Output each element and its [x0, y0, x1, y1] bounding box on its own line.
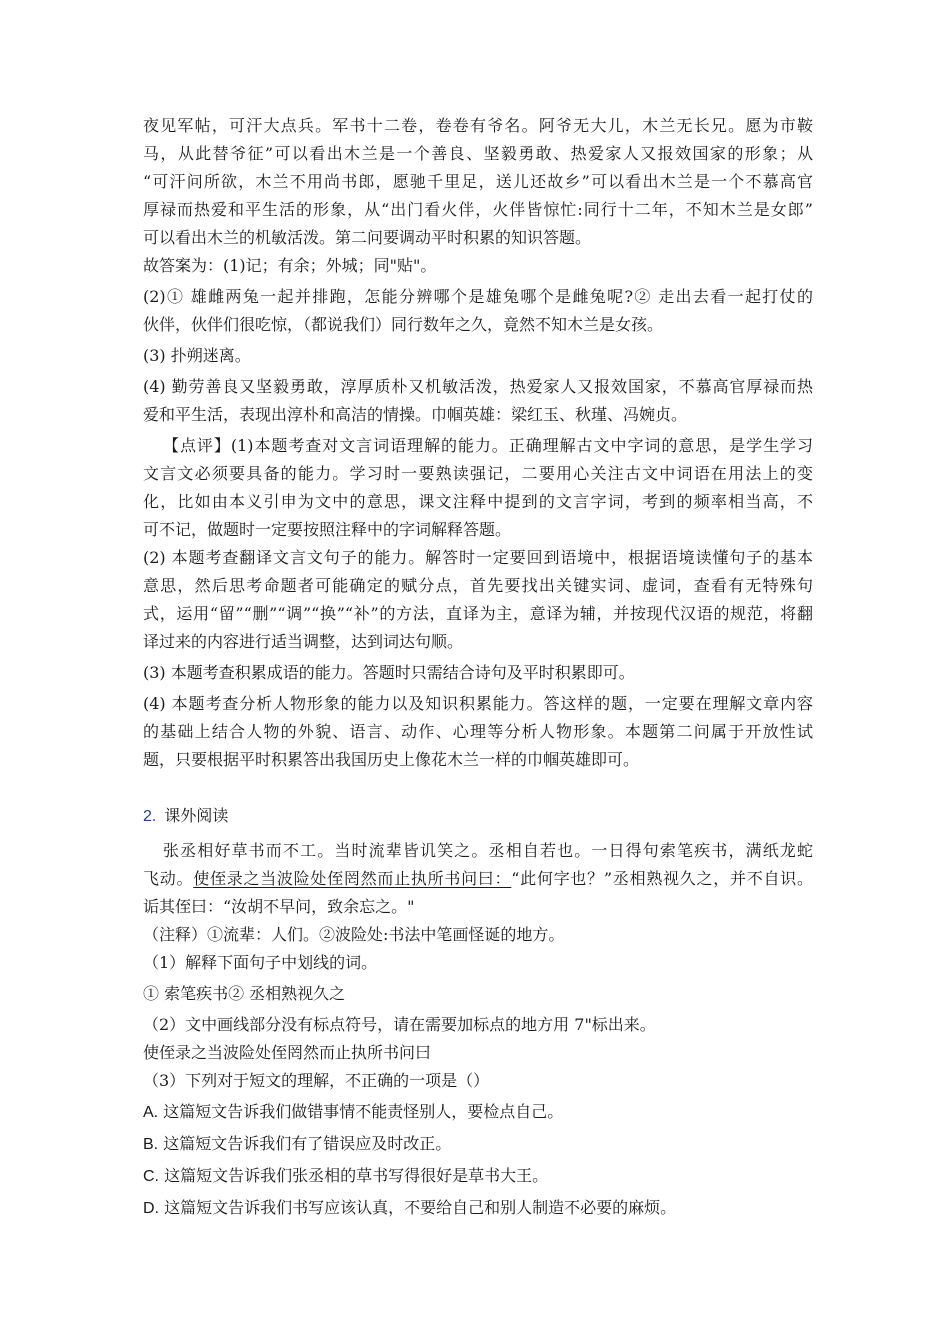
comment-p3: (3) 本题考查积累成语的能力。答题时只需结合诗句及平时积累即可。	[143, 663, 635, 682]
answer-line: 夜见军帖，可汗大点兵。军书十二卷，卷卷有爷名。阿爷无大儿，木兰无长兄。愿为市鞍	[143, 116, 813, 135]
passage-line: 诟其侄曰：“汝胡不早问，致余忘之。"	[143, 897, 415, 916]
sub-question-1-items: ① 索笔疾书② 丞相熟视久之	[143, 984, 346, 1003]
answer-item-2-line: 伙伴，伙伴们很吃惊，（都说我们）同行数年之久，竟然不知木兰是女孩。	[143, 315, 664, 334]
option-letter: A.	[143, 1104, 159, 1121]
question-title: 课外阅读	[164, 806, 229, 825]
comment-p1-line: 文言文必须要具备的能力。学习时一要熟读强记，二要用心关注古文中词语在用法上的变	[143, 464, 813, 483]
answer-item-4-line: 爱和平生活，表现出淳朴和高洁的情操。巾帼英雄：梁红玉、秋瑾、冯婉贞。	[143, 405, 688, 424]
sub-question-1: （1）解释下面句子中划线的词。	[143, 953, 378, 972]
option-text: 这篇短文告诉我们有了错误应及时改正。	[163, 1134, 452, 1153]
passage-line	[143, 865, 813, 893]
answer-item-4-line: (4) 勤劳善良又坚毅勇敢，淳厚质朴又机敏活泼，热爱家人又报效国家，不慕高官厚禄而热	[143, 377, 813, 396]
answer-line: 马，从此替爷征”可以看出木兰是一个善良、坚毅勇敢、热爱家人又报效国家的形象；从	[143, 144, 813, 163]
sub-question-2: （2）文中画线部分没有标点符号，请在需要加标点的地方用 7"标出来。	[143, 1015, 656, 1034]
comment-p2-line: 式，运用“留”“删”“调”“换”“补”的方法，直译为主，意译为辅，并按现代汉语的规范，将翻	[143, 604, 813, 623]
answer-line-final: 故答案为：(1)记；有余；外城；同"贴"。	[143, 256, 437, 275]
answer-section	[143, 112, 813, 429]
sub-question-3: （3）下列对于短文的理解，不正确的一项是（）	[143, 1071, 490, 1090]
option-letter: B.	[143, 1136, 159, 1153]
passage-text: 飞动。	[143, 869, 194, 888]
passage-line: 张丞相好草书而不工。当时流辈皆讥笑之。丞相自若也。一日得句索笔疾书，满纸龙蛇	[163, 841, 813, 860]
annotation-note: （注释）①流辈：人们。②波险处:书法中笔画怪诞的地方。	[143, 925, 565, 944]
answer-item-3: (3) 扑朔迷离。	[143, 346, 251, 365]
comment-p2-line: 译过来的内容进行适当调整，达到词达句顺。	[143, 632, 464, 651]
question-heading	[143, 802, 813, 831]
answer-line: 可以看出木兰的机敏活泼。第二问要调动平时积累的知识答题。	[143, 228, 592, 247]
comment-p1-line: 化，比如由本义引申为文中的意思，课文注释中提到的文言字词，考到的频率相当高，不	[143, 492, 813, 511]
comment-p4-line: (4) 本题考查分析人物形象的能力以及知识积累能力。答这样的题，一定要在理解文章内容	[143, 694, 813, 713]
option-text: 这篇短文告诉我们做错事情不能责怪别人，要检点自己。	[163, 1102, 564, 1121]
answer-item-2-line: (2)① 雄雌两兔一起并排跑，怎能分辨哪个是雄兔哪个是雌兔呢?② 走出去看一起打仗的	[143, 287, 813, 306]
question-number-suffix: .	[151, 808, 157, 825]
comment-p1-line: 可不记，做题时一定要按照注释中的字词解释答题。	[143, 520, 512, 539]
comment-p2-line: 意思，然后思考命题者可能确定的赋分点，首先要找出关键实词、虚词，查看有无特殊句	[143, 576, 813, 595]
option-letter: D.	[143, 1200, 159, 1217]
option-b[interactable]	[143, 1130, 813, 1159]
question-number: 2	[143, 808, 152, 825]
question-2	[143, 802, 813, 1223]
underlined-sentence: 使侄录之当波险处侄罔然而止执所书问曰：	[193, 869, 512, 888]
comment-p1-line: 【点评】(1)本题考查对文言词语理解的能力。正确理解古文中字词的意思，是学生学习	[163, 436, 813, 455]
option-text: 这篇短文告诉我们张丞相的草书写得很好是草书大王。	[164, 1166, 549, 1185]
option-letter: C.	[143, 1168, 159, 1185]
document-page	[143, 112, 813, 1223]
option-c[interactable]	[143, 1162, 813, 1191]
option-a[interactable]	[143, 1098, 813, 1127]
option-text: 这篇短文告诉我们书写应该认真，不要给自己和别人制造不必要的麻烦。	[164, 1198, 677, 1217]
comment-p4-line: 的基础上结合人物的外貌、语言、动作、心理等分析人物形象。本题第二问属于开放性试	[143, 722, 813, 741]
comment-p2-line: (2) 本题考查翻译文言文句子的能力。解答时一定要回到语境中，根据语境读懂句子的基本	[143, 548, 813, 567]
passage-text: “此何字也？”丞相熟视久之，并不自识。	[511, 869, 813, 888]
answer-line: 厚禄而热爱和平生活的形象，从“出门看火伴，火伴皆惊忙:同行十二年，不知木兰是女郎”	[143, 200, 813, 219]
option-d[interactable]	[143, 1194, 813, 1223]
comment-section	[143, 432, 813, 774]
comment-p4-line: 题，只要根据平时积累答出我国历史上像花木兰一样的巾帼英雄即可。	[143, 750, 640, 769]
sub-question-2-text: 使侄录之当波险处侄罔然而止执所书问曰	[143, 1043, 432, 1062]
options-list	[143, 1098, 813, 1223]
answer-line: “可汗问所欲，木兰不用尚书郎，愿驰千里足，送儿还故乡”可以看出木兰是一个不慕高官	[143, 172, 813, 191]
